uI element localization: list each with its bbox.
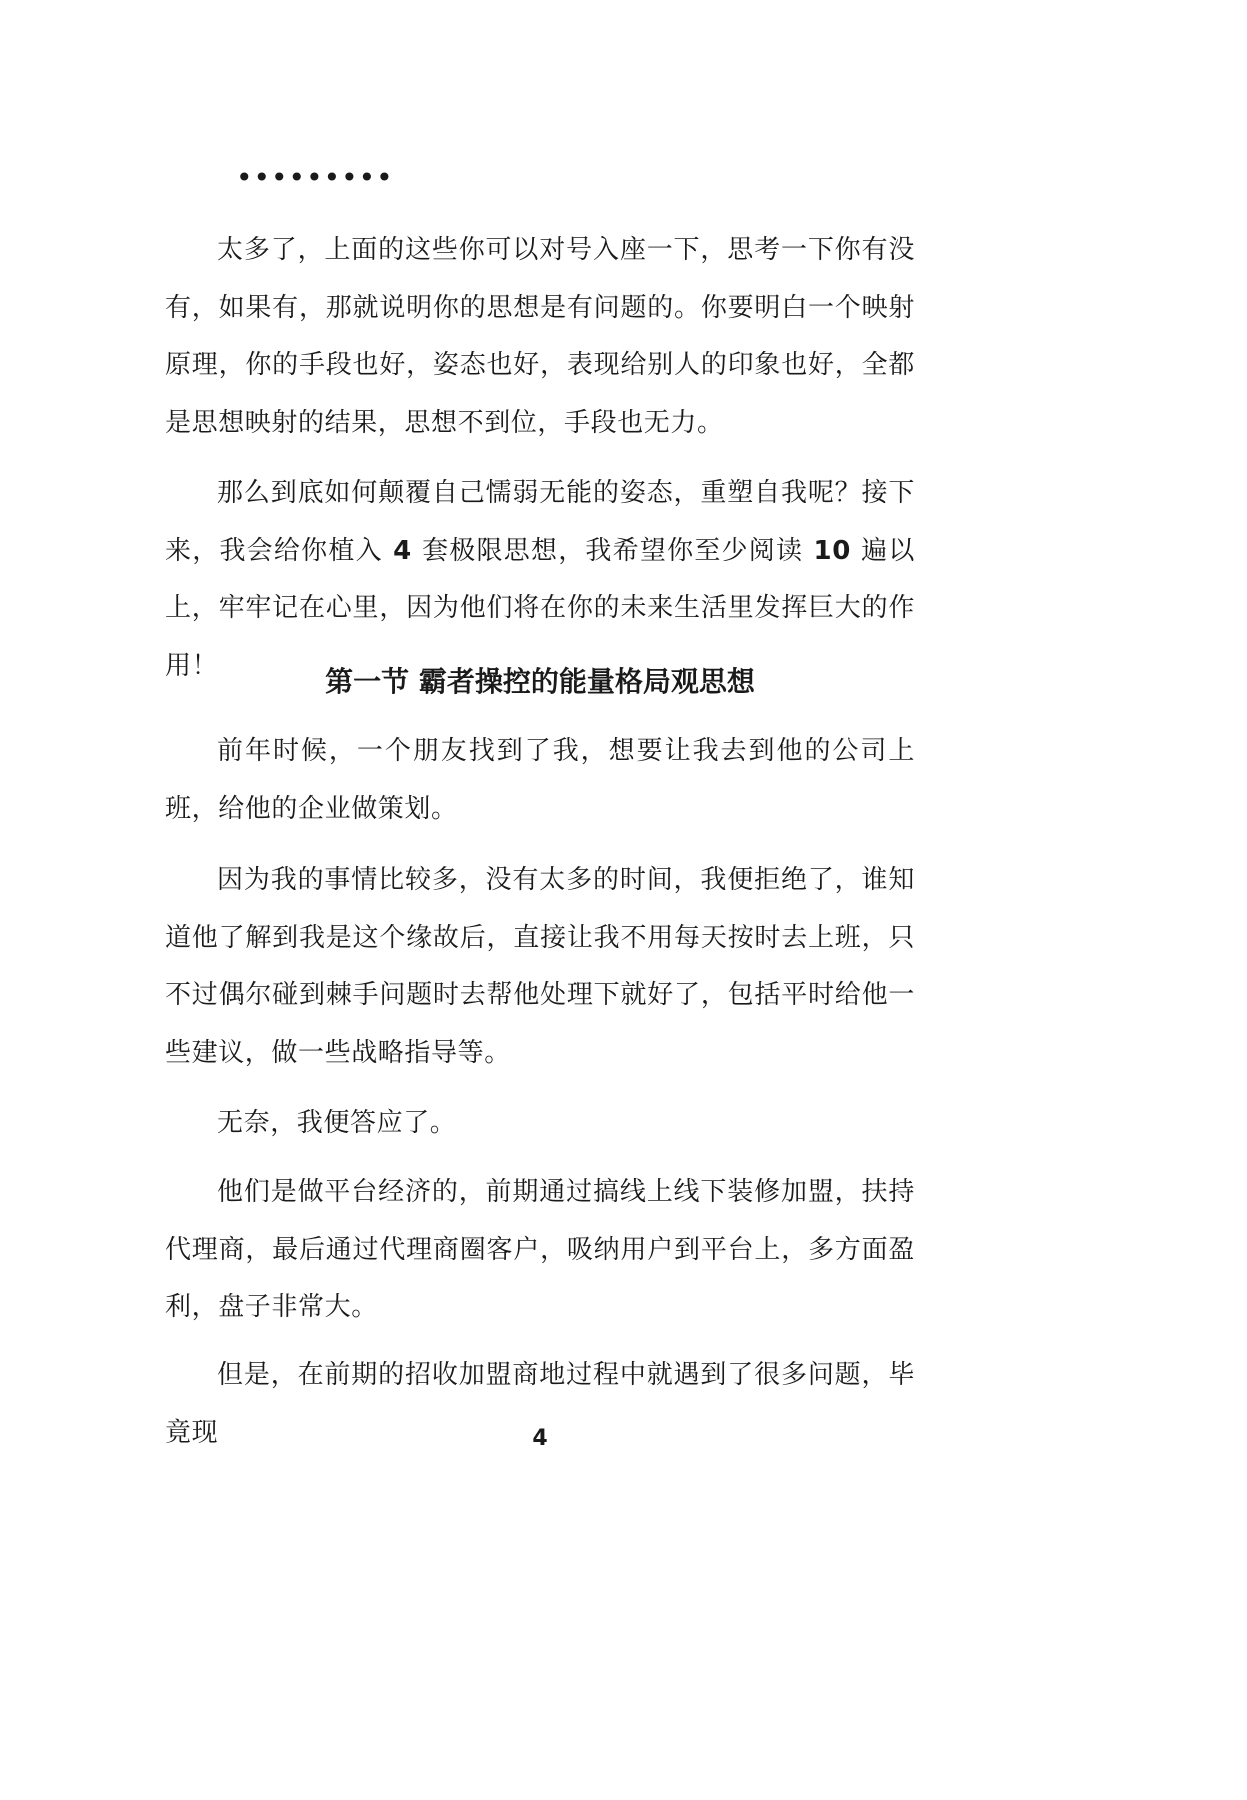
section-heading: 第一节 霸者操控的能量格局观思想 bbox=[325, 665, 755, 698]
paragraph-2-text-a: 那么到底如何颠覆自己懦弱无能的姿态，重塑自我呢？接下来，我会给你植入 bbox=[165, 478, 915, 566]
ellipsis-separator: ••••••••• bbox=[236, 161, 394, 194]
section-paragraph-3: 无奈，我便答应了。 bbox=[217, 1108, 457, 1138]
page-number: 4 bbox=[532, 1426, 548, 1451]
section-paragraph-2: 因为我的事情比较多，没有太多的时间，我便拒绝了，谁知道他了解到我是这个缘故后，直接让我不用每天按时去上班，只不过偶尔碰到棘手问题时去帮他处理下就好了，包括平时给他一些建议，做一些战略指导等。 bbox=[165, 865, 915, 1068]
section-paragraph-4: 他们是做平台经济的，前期通过搞线上线下装修加盟，扶持代理商，最后通过代理商圈客户，吸纳用户到平台上，多方面盈利，盘子非常大。 bbox=[165, 1177, 915, 1322]
paragraph-1: 太多了，上面的这些你可以对号入座一下，思考一下你有没有，如果有，那就说明你的思想是有问题的。你要明白一个映射原理，你的手段也好，姿态也好，表现给别人的印象也好，全都是思想映射的结果，思想不到位，手段也无力。 bbox=[165, 235, 915, 438]
section-paragraph-5: 但是，在前期的招收加盟商地过程中就遇到了很多问题，毕竟现 bbox=[165, 1360, 915, 1448]
paragraph-2-number-b: 10 bbox=[803, 535, 862, 566]
paragraph-2-text-b: 套极限思想，我希望你至少阅读 bbox=[422, 535, 804, 566]
paragraph-2-number-a: 4 bbox=[382, 535, 423, 566]
section-paragraph-1: 前年时候，一个朋友找到了我，想要让我去到他的公司上班，给他的企业做策划。 bbox=[165, 736, 915, 824]
paragraph-2-text-c: 遍以上，牢牢记在心里，因为他们将在你的未来生活里发挥巨大的作用！ bbox=[165, 535, 915, 681]
